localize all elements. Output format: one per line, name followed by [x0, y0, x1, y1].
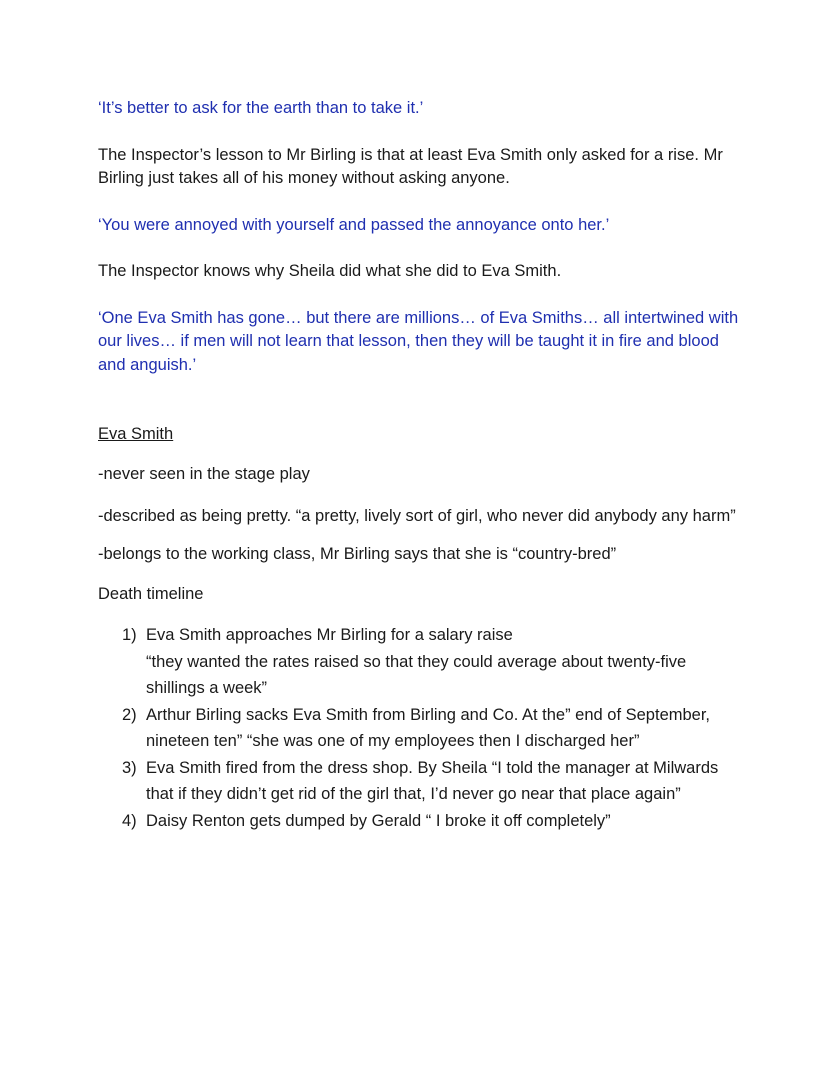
- note-sheila: The Inspector knows why Sheila did what she did to Eva Smith.: [98, 262, 562, 280]
- bullet-item: -belongs to the working class, Mr Birling says that she is “country-bred”: [98, 545, 617, 563]
- quote-millions: ‘One Eva Smith has gone… but there are millions… of Eva Smiths… all intertwined with our lives… if men will not learn that lesson, then they will be taught it in fire and blood and anguish.’: [98, 308, 739, 374]
- bullet-item: -described as being pretty. “a pretty, lively sort of girl, who never did anybody any harm”: [98, 507, 736, 525]
- quote-earth: ‘It’s better to ask for the earth than to take it.’: [98, 99, 424, 117]
- death-timeline-list: [98, 622, 743, 834]
- timeline-item: [98, 622, 743, 702]
- timeline-text: Eva Smith approaches Mr Birling for a salary raise: [146, 626, 513, 644]
- timeline-item: [98, 808, 743, 835]
- timeline-number: 4): [122, 811, 137, 830]
- quote-annoyance: ‘You were annoyed with yourself and passed the annoyance onto her.’: [98, 215, 610, 234]
- section-heading-eva-smith: Eva Smith: [98, 425, 174, 443]
- timeline-title: Death timeline: [98, 584, 204, 603]
- timeline-number: 3): [122, 758, 137, 777]
- timeline-number: 2): [122, 705, 137, 724]
- timeline-text: “they wanted the rates raised so that they could average about twenty-five shillings a week”: [146, 652, 687, 697]
- timeline-item: [98, 755, 743, 808]
- bullet-item: -never seen in the stage play: [98, 464, 310, 483]
- document-page: [98, 97, 743, 834]
- timeline-text: Eva Smith fired from the dress shop. By Sheila “I told the manager at Milwards that if they didn’t get rid of the girl that, I’d never go near that place again”: [146, 758, 719, 803]
- timeline-text: Daisy Renton gets dumped by Gerald “ I broke it off completely”: [146, 811, 611, 830]
- note-inspector-lesson: The Inspector’s lesson to Mr Birling is that at least Eva Smith only asked for a rise. Mr Birling just takes all of his money without asking anyone.: [98, 145, 723, 187]
- timeline-item: [98, 702, 743, 755]
- timeline-number: 1): [122, 626, 137, 644]
- timeline-text: Arthur Birling sacks Eva Smith from Birling and Co. At the” end of September, nineteen ten” “she was one of my employees then I discharged her”: [146, 705, 711, 750]
